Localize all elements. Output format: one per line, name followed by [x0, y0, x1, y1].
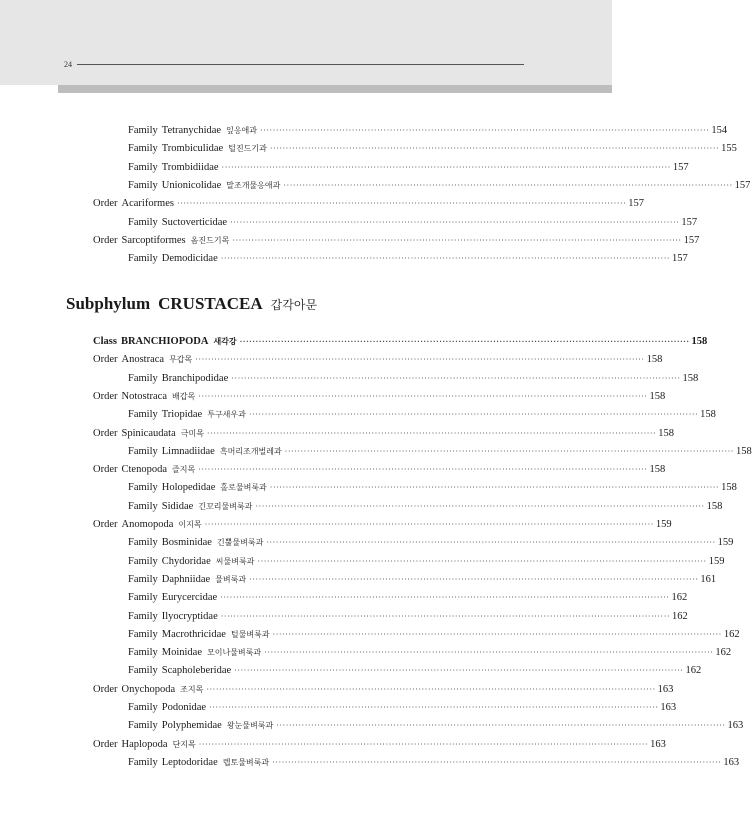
taxon-rank: Family	[128, 756, 158, 768]
taxon-rank: Order	[93, 683, 118, 695]
toc-entry-family[interactable]	[0, 214, 698, 232]
taxon-korean-name: 씨물벼룩과	[215, 556, 255, 566]
taxon-name: Daphniidae	[161, 573, 211, 585]
toc-entry-label	[93, 195, 174, 213]
page-number-ref: 158	[649, 464, 666, 476]
taxon-rank: Family	[128, 537, 158, 549]
toc-entry-family[interactable]	[0, 406, 716, 424]
toc-entry-label	[128, 534, 263, 552]
taxon-korean-name: 조지목	[180, 684, 204, 694]
taxon-rank: Family	[128, 610, 158, 622]
toc-entry-family[interactable]	[0, 644, 732, 662]
taxon-korean-name: 단지목	[172, 739, 196, 749]
leader-dots: ··············································································································································	[248, 410, 699, 420]
leader-dots: ··············································································································································	[220, 254, 671, 264]
toc-entry-label	[128, 699, 206, 717]
leader-dots: ··············································································································································	[232, 235, 682, 245]
taxon-korean-name: 극미목	[180, 428, 204, 438]
toc-entry-order[interactable]	[0, 195, 645, 213]
taxon-korean-name: 흑머리조개벌레과	[219, 446, 282, 456]
toc-entry-label	[128, 608, 218, 626]
taxon-rank: Order	[93, 354, 118, 366]
taxon-rank: Family	[128, 665, 158, 677]
toc-entry-family[interactable]	[0, 159, 689, 177]
taxon-rank: Order	[93, 198, 118, 210]
taxon-rank: Family	[128, 720, 158, 732]
leader-dots: ··············································································································································	[220, 593, 670, 603]
toc-entry-family[interactable]	[0, 662, 702, 680]
page-number-ref: 162	[672, 610, 688, 622]
leader-dots: ··············································································································································	[230, 217, 680, 227]
taxon-korean-name: 옴진드기목	[190, 235, 230, 245]
taxon-rank: Order	[93, 427, 118, 439]
leader-dots: ··············································································································································	[264, 648, 714, 658]
leader-dots: ··············································································································································	[204, 520, 654, 529]
taxon-korean-name: 투구새우과	[207, 410, 246, 420]
taxon-name: Suctoverticidae	[161, 216, 228, 228]
toc-entry-label	[93, 425, 204, 443]
header-band	[0, 0, 612, 85]
page-number-ref: 162	[671, 592, 688, 604]
taxon-korean-name: 배갑목	[171, 391, 196, 401]
taxon-name: Onychopoda	[121, 683, 176, 695]
taxon-korean-name: 새각강	[213, 337, 237, 346]
page-number-ref: 162	[685, 665, 702, 677]
leader-dots: ··············································································································································	[206, 684, 656, 694]
taxon-rank: Family	[128, 179, 158, 191]
toc-entry-class[interactable]	[0, 333, 708, 351]
page-number-ref: 157	[734, 179, 751, 191]
page-number-ref: 158	[706, 500, 723, 512]
toc-entry-order[interactable]	[0, 736, 666, 754]
page-number-ref: 158	[682, 372, 699, 384]
toc-entry-order[interactable]	[0, 516, 672, 534]
toc-entry-label	[128, 717, 273, 735]
toc-entry-family[interactable]	[0, 534, 734, 552]
page-number-ref: 163	[723, 756, 740, 768]
page-number-ref: 163	[727, 720, 744, 732]
taxon-name: Chydoridae	[161, 555, 211, 567]
taxon-korean-name: 왕눈물벼룩과	[226, 721, 274, 731]
toc-entry-label	[128, 626, 270, 644]
toc-entry-family[interactable]	[0, 608, 688, 626]
toc-entry-label	[128, 754, 269, 772]
taxon-rank: Family	[128, 647, 158, 659]
toc-entry-label	[128, 644, 261, 662]
toc-entry-family[interactable]	[0, 626, 740, 644]
toc-entry-family[interactable]	[0, 699, 677, 717]
leader-dots: ··············································································································································	[272, 629, 722, 639]
taxon-name: Demodicidae	[161, 253, 218, 265]
page-number-ref: 159	[655, 519, 672, 530]
toc-entry-label	[128, 479, 267, 497]
toc-entry-label	[128, 443, 282, 461]
leader-dots: ··············································································································································	[209, 703, 659, 712]
page-number-ref: 157	[672, 161, 689, 173]
taxon-rank: Family	[128, 482, 158, 494]
taxon-name: Polyphemidae	[161, 720, 222, 732]
taxon-name: Branchipodidae	[161, 372, 229, 384]
page-number-ref: 157	[681, 216, 698, 228]
taxon-rank: Order	[93, 390, 118, 402]
taxon-name: Holopedidae	[161, 482, 216, 494]
toc-entry-family[interactable]	[0, 140, 737, 158]
toc-entry-order[interactable]	[0, 351, 663, 369]
taxon-name: Tetranychidae	[161, 125, 222, 136]
taxon-name: Unionicolidae	[161, 179, 222, 191]
taxon-rank: Family	[128, 253, 158, 265]
header-shadow	[58, 85, 612, 93]
toc-entry-family[interactable]	[0, 553, 725, 571]
page-number-ref: 158	[649, 390, 666, 402]
taxon-rank: Family	[128, 500, 158, 512]
taxon-name: Eurycercidae	[161, 592, 218, 604]
leader-dots: ··············································································································································	[195, 355, 645, 365]
subphylum-heading	[66, 294, 317, 314]
page-number-ref: 163	[660, 702, 677, 713]
page-number-ref: 163	[657, 683, 674, 695]
page-number-ref: 157	[683, 234, 700, 246]
taxon-rank: Family	[128, 628, 158, 640]
taxon-rank: Order	[93, 519, 118, 530]
subphylum-korean-name: 갑각아문	[270, 298, 318, 312]
taxon-korean-name: 모이나물벼룩과	[207, 648, 262, 658]
page-number-ref: 158	[735, 445, 752, 457]
taxon-name: Spinicaudata	[121, 427, 176, 439]
toc-entry-label	[93, 736, 196, 754]
leader-dots: ··············································································································································	[284, 446, 734, 456]
taxon-name: Bosminidae	[161, 537, 212, 549]
taxon-name: Anostraca	[121, 354, 165, 366]
leader-dots: ··············································································································································	[239, 337, 690, 346]
leader-dots: ··············································································································································	[276, 721, 726, 731]
toc-entry-family[interactable]	[0, 479, 737, 497]
toc-entry-label	[128, 406, 246, 424]
toc-entry-label	[128, 571, 246, 589]
leader-dots: ··············································································································································	[255, 501, 705, 511]
taxon-name: Trombidiidae	[161, 161, 219, 173]
toc-entry-label	[93, 351, 192, 369]
taxon-name: Triopidae	[161, 409, 203, 421]
taxon-korean-name: 털진드기과	[228, 144, 267, 154]
taxon-name: Sarcoptiformes	[121, 234, 186, 246]
leader-dots: ··············································································································································	[266, 538, 716, 548]
page-number-ref: 162	[715, 647, 732, 659]
toc-entry-family[interactable]	[0, 498, 723, 516]
taxon-rank: Order	[93, 234, 118, 246]
taxon-name: BRANCHIOPODA	[120, 336, 209, 347]
taxon-name: Scapholeberidae	[161, 665, 232, 677]
taxon-name: Notostraca	[121, 390, 167, 402]
taxon-name: Leptodoridae	[161, 756, 218, 768]
taxon-name: Macrothricidae	[161, 628, 226, 640]
page-number: 24	[64, 60, 72, 69]
page-number-ref: 157	[628, 198, 645, 210]
taxon-rank: Family	[128, 216, 158, 228]
leader-dots: ··············································································································································	[198, 391, 648, 401]
taxon-rank: Family	[128, 161, 158, 173]
page-number-ref: 158	[721, 482, 737, 494]
toc-entry-label	[93, 333, 237, 351]
toc-entry-family[interactable]	[0, 589, 688, 607]
toc-entry-label	[93, 461, 195, 479]
taxon-name: Ctenopoda	[121, 464, 167, 476]
taxon-korean-name: 잎응애과	[226, 126, 258, 135]
toc-entry-family[interactable]	[0, 443, 752, 461]
taxon-korean-name: 긴꼬리물벼룩과	[198, 501, 253, 511]
taxon-name: Trombiculidae	[161, 143, 224, 155]
taxon-rank: Family	[128, 409, 158, 421]
taxon-rank: Family	[128, 702, 158, 713]
taxon-name: Anomopoda	[121, 519, 174, 530]
taxon-rank: Family	[128, 125, 158, 136]
taxon-name: Moinidae	[161, 647, 203, 659]
toc-entry-label	[93, 388, 195, 406]
page-number-ref: 161	[700, 573, 717, 585]
toc-entry-label	[128, 159, 219, 177]
toc-entry-family[interactable]	[0, 177, 751, 195]
toc-entry-label	[93, 516, 202, 534]
toc-entry-family[interactable]	[0, 717, 744, 735]
toc-entry-family[interactable]	[0, 754, 740, 772]
taxon-korean-name: 렙토물벼룩과	[222, 757, 270, 767]
page-number-ref: 163	[650, 738, 666, 750]
leader-dots: ··············································································································································	[198, 465, 648, 475]
leader-dots: ··············································································································································	[206, 428, 657, 438]
leader-dots: ··············································································································································	[269, 144, 720, 154]
taxon-rank: Family	[128, 143, 158, 155]
taxon-korean-name: 이지목	[178, 520, 202, 529]
toc-entry-label	[128, 589, 217, 607]
leader-dots: ··············································································································································	[198, 739, 649, 749]
toc-entry-order[interactable]	[0, 232, 700, 250]
page-number-ref: 158	[700, 409, 716, 421]
taxon-rank: Family	[128, 445, 158, 457]
page-number-ref: 158	[658, 427, 674, 439]
leader-dots: ··············································································································································	[269, 483, 720, 493]
page-number-ref: 157	[672, 253, 688, 265]
toc-entry-label	[128, 553, 254, 571]
toc-entry-label	[128, 250, 218, 268]
toc-entry-order[interactable]	[0, 425, 674, 443]
taxon-rank: Class	[93, 336, 117, 347]
toc-entry-order[interactable]	[0, 388, 666, 406]
leader-dots: ··············································································································································	[283, 180, 733, 190]
leader-dots: ··············································································································································	[249, 574, 699, 584]
page-number-ref: 162	[723, 628, 740, 640]
toc-entry-label	[128, 140, 267, 158]
toc-entry-label	[128, 662, 231, 680]
toc-entry-family[interactable]	[0, 571, 717, 589]
toc-entry-label	[128, 177, 280, 195]
toc-entry-label	[128, 498, 252, 516]
subphylum-name: CRUSTACEA	[158, 294, 263, 313]
taxon-korean-name: 털물벼룩과	[230, 629, 270, 639]
toc-entry-label	[128, 214, 227, 232]
taxon-rank: Order	[93, 738, 118, 750]
taxon-rank: Family	[128, 555, 158, 567]
leader-dots: ··············································································································································	[176, 199, 627, 209]
leader-dots: ··············································································································································	[221, 162, 671, 172]
toc-entry-label	[128, 122, 257, 140]
leader-dots: ··············································································································································	[272, 757, 722, 767]
page-number-ref: 155	[721, 143, 737, 155]
taxon-korean-name: 즐지목	[172, 465, 196, 475]
toc-entry-label	[93, 681, 203, 699]
leader-dots: ··············································································································································	[220, 611, 671, 621]
taxon-name: Ilyocryptidae	[161, 610, 218, 622]
taxon-korean-name: 긴뿔물벼룩과	[216, 538, 264, 548]
taxon-rank: Family	[128, 573, 158, 585]
taxon-name: Podonidae	[161, 702, 207, 713]
page-number-ref: 159	[708, 555, 725, 567]
toc-entry-order[interactable]	[0, 461, 666, 479]
taxon-korean-name: 물벼룩과	[215, 574, 247, 584]
toc-entry-label	[93, 232, 229, 250]
taxon-rank: Order	[93, 464, 118, 476]
leader-dots: ··············································································································································	[260, 126, 710, 135]
taxon-korean-name: 무갑목	[169, 355, 193, 365]
toc-entry-family[interactable]	[0, 370, 699, 388]
taxon-korean-name: 말조개물응애과	[226, 180, 281, 190]
toc-entry-family[interactable]	[0, 250, 688, 268]
page-number-ref: 158	[646, 354, 663, 366]
page-number-ref: 154	[711, 125, 728, 136]
taxon-name: Acariformes	[121, 198, 174, 210]
toc-entry-family[interactable]	[0, 122, 728, 140]
taxon-korean-name: 홀로물벼룩과	[220, 483, 267, 493]
taxon-name: Sididae	[161, 500, 194, 512]
header-rule	[77, 64, 524, 65]
taxon-name: Limnadiidae	[161, 445, 215, 457]
leader-dots: ··············································································································································	[231, 373, 681, 383]
leader-dots: ··············································································································································	[234, 666, 684, 676]
subphylum-rank: Subphylum	[66, 294, 151, 313]
taxon-rank: Family	[128, 372, 158, 384]
page-number-ref: 158	[691, 336, 708, 347]
toc-entry-label	[128, 370, 228, 388]
taxon-name: Haplopoda	[121, 738, 168, 750]
toc-entry-order[interactable]	[0, 681, 674, 699]
page-number-ref: 159	[717, 537, 734, 549]
leader-dots: ··············································································································································	[257, 556, 707, 566]
taxon-rank: Family	[128, 592, 158, 604]
